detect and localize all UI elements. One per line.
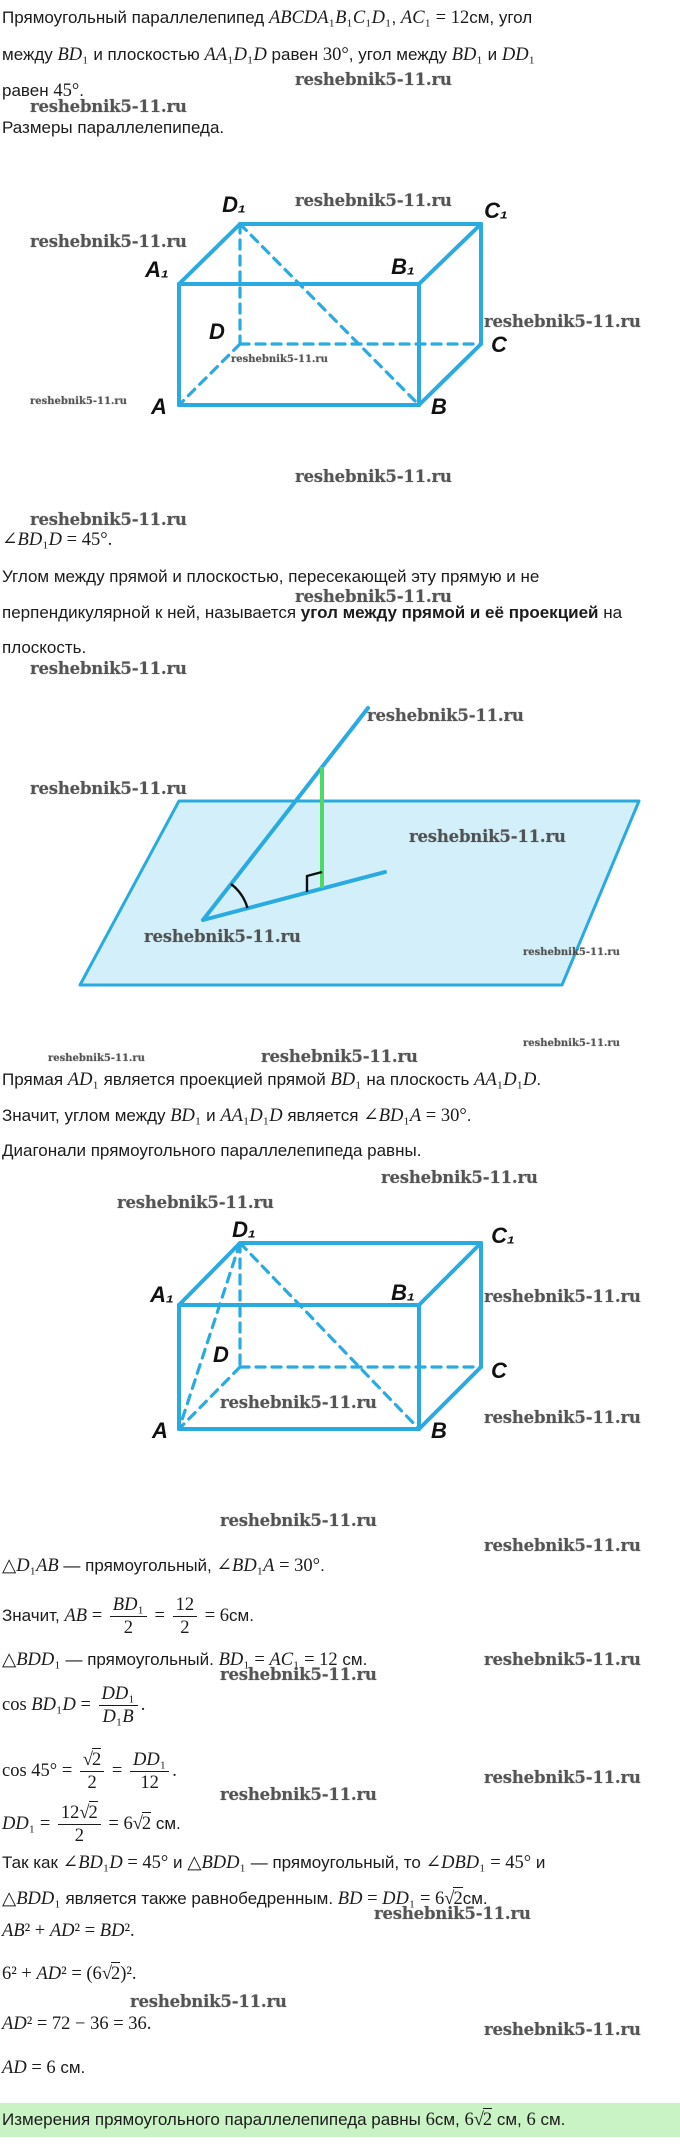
watermark-text: reshebnik5-11.ru	[484, 2020, 641, 2039]
watermark-text: reshebnik5-11.ru	[295, 70, 452, 89]
math-variable: B	[16, 1650, 28, 1670]
math-variable: D	[349, 1889, 363, 1909]
fraction	[130, 1750, 169, 1793]
math-expression: ∠BD₁A = 30°	[216, 1556, 321, 1576]
math-variable: C	[291, 8, 304, 28]
text-run: равен	[2, 81, 54, 100]
watermark-text: reshebnik5-11.ru	[220, 1785, 377, 1804]
math-variable: A	[67, 1070, 80, 1090]
math-variable: B	[201, 1853, 213, 1873]
math-variable: D	[27, 1650, 41, 1670]
math-variable: D	[68, 45, 83, 65]
vertex-label-d: D	[213, 1342, 229, 1367]
fraction-numerator: 12√2	[58, 1803, 101, 1825]
math-variable: D	[515, 45, 529, 65]
math-expression: AB =	[64, 1605, 107, 1626]
text-run: см, угол	[469, 8, 533, 27]
text-run: между	[2, 45, 58, 64]
text-run: Значит,	[2, 1605, 65, 1625]
solution-line-ad	[2, 2056, 85, 2080]
math-variable: A	[317, 8, 329, 28]
watermark-text: reshebnik5-11.ru	[484, 1650, 641, 1669]
radicand: 2	[92, 1750, 102, 1770]
math-expression: .	[140, 1694, 146, 1715]
math-variable: B	[218, 1650, 230, 1670]
math-variable: A	[220, 1106, 232, 1126]
text-run: см,	[492, 2110, 527, 2129]
edge-c-b	[419, 1367, 481, 1429]
math-variable: D	[132, 1750, 147, 1770]
math-variable: B	[122, 1707, 134, 1727]
answer-highlight	[0, 2103, 680, 2137]
vertex-label-a: A	[151, 394, 167, 419]
math-variable: D	[441, 1853, 455, 1873]
math-variable: B	[454, 1853, 466, 1873]
text-run: и	[482, 45, 502, 64]
definition-line-1	[2, 565, 539, 589]
solution-line-diagonals	[2, 1139, 421, 1163]
text-run: и	[168, 1853, 188, 1872]
fraction-denominator: D₁B	[102, 1707, 134, 1727]
text-run: Измерения прямоугольного параллелепипеда равны	[2, 2110, 426, 2129]
vertex-label-c: C	[491, 1358, 507, 1383]
radicand: 2	[482, 2110, 493, 2130]
math-variable: D	[463, 45, 477, 65]
watermark-text: reshebnik5-11.ru	[484, 1287, 641, 1306]
math-expression: 6	[425, 2110, 435, 2130]
text-run: равен	[266, 45, 323, 64]
watermark-text: reshebnik5-11.ru	[117, 1193, 274, 1212]
text-run: см.	[229, 1605, 254, 1625]
text-run: и	[531, 1853, 546, 1872]
math-variable: B	[78, 1853, 90, 1873]
math-expression: 6	[526, 2110, 536, 2130]
math-variable: D	[28, 530, 43, 550]
vertex-label-c: C	[491, 332, 507, 357]
text-run: Прямая	[2, 1070, 68, 1089]
fraction	[99, 1684, 138, 1727]
math-variable: D	[27, 1889, 41, 1909]
fraction-denominator: 2	[87, 1773, 97, 1793]
fraction-denominator: 2	[74, 1826, 84, 1846]
math-variable: C	[352, 8, 366, 28]
watermark-text: reshebnik5-11.ru	[409, 827, 566, 846]
math-expression: DD₁ =	[2, 1813, 55, 1834]
text-run: .	[79, 81, 84, 100]
definition-line-3	[2, 636, 86, 660]
math-variable: D	[111, 1921, 125, 1941]
figure-caption	[2, 116, 224, 140]
math-variable: A	[2, 2058, 14, 2078]
math-variable: B	[378, 1106, 391, 1126]
math-variable: D	[114, 1684, 129, 1704]
watermark-text: reshebnik5-11.ru	[220, 1511, 377, 1530]
diagonal-d1-b	[240, 224, 419, 405]
watermark-text: reshebnik5-11.ru	[220, 1393, 377, 1412]
vertex-label-b: B	[431, 394, 447, 419]
text-run: см.	[55, 2058, 86, 2077]
math-variable: A	[400, 8, 413, 28]
math-variable: A	[2, 1921, 14, 1941]
math-expression: 30°	[322, 45, 349, 65]
text-run: см.	[151, 1813, 181, 1833]
math-variable: D	[109, 1853, 123, 1873]
text-run: является проекцией прямой	[98, 1070, 331, 1089]
fraction-denominator: 2	[123, 1618, 133, 1638]
watermark-text: reshebnik5-11.ru	[48, 1053, 145, 1064]
math-variable: B	[57, 45, 69, 65]
edge-c1-b1	[419, 1243, 481, 1305]
math-variable: B	[330, 1070, 342, 1090]
text-run: Значит, углом между	[2, 1106, 171, 1125]
math-variable: D	[233, 45, 247, 65]
math-variable: D	[102, 1707, 116, 1727]
watermark-text: reshebnik5-11.ru	[484, 1768, 641, 1787]
vertex-label-c1: C₁	[491, 1223, 515, 1248]
solution-line-ab	[2, 1595, 254, 1638]
watermark-text: reshebnik5-11.ru	[295, 191, 452, 210]
math-variable: B	[17, 530, 29, 550]
math-variable: B	[280, 8, 292, 28]
math-variable: D	[13, 2058, 27, 2078]
watermark-text: reshebnik5-11.ru	[30, 659, 187, 678]
text-run: Размеры параллелепипеда.	[2, 118, 225, 137]
math-expression: AA₁D₁D	[220, 1106, 283, 1126]
math-expression: .	[172, 1760, 177, 1781]
text-run: см,	[434, 2110, 465, 2129]
text-run: Прямоугольный параллелепипед	[2, 8, 269, 27]
math-variable: D	[16, 1556, 30, 1576]
math-variable: D	[229, 1650, 244, 1670]
text-run: , угол между	[348, 45, 452, 64]
math-variable: A	[263, 1556, 275, 1576]
math-variable: A	[215, 45, 228, 65]
math-variable: D	[62, 1694, 76, 1715]
math-variable: C	[412, 8, 425, 28]
text-run: Так как	[2, 1853, 63, 1872]
math-variable: B	[13, 1921, 25, 1941]
math-variable: D	[523, 1070, 537, 1090]
text-run: — прямоугольный.	[60, 1650, 219, 1669]
vertex-label-b1: B₁	[391, 1280, 415, 1305]
math-variable: A	[485, 1070, 497, 1090]
figure-parallelepiped-dimensions	[144, 192, 508, 419]
solution-line-cos-formula	[2, 1684, 145, 1727]
fraction-numerator: DD₁	[130, 1750, 169, 1772]
math-variable: D	[40, 1889, 55, 1909]
math-variable: D	[303, 8, 318, 28]
math-variable: D	[47, 1964, 62, 1984]
math-expression: DD₁	[501, 45, 536, 65]
math-variable: D	[253, 45, 267, 65]
text-run: .	[536, 1070, 542, 1089]
vertex-label-d1: D₁	[222, 192, 246, 217]
watermark-text: reshebnik5-11.ru	[484, 1408, 641, 1427]
math-variable: D	[146, 1750, 160, 1770]
text-run: — прямоугольный, то	[246, 1853, 426, 1872]
math-variable: D	[371, 8, 385, 28]
math-expression: 6√2	[464, 2110, 493, 2130]
fraction-numerator: BD₁	[110, 1595, 147, 1617]
edge-c-b	[419, 344, 481, 405]
math-expression: cos BD₁D =	[2, 1694, 96, 1715]
text-run: см.	[462, 1889, 488, 1908]
math-variable: B	[99, 1921, 112, 1941]
math-expression: = 6√2	[103, 1813, 152, 1834]
math-variable: A	[64, 1605, 76, 1626]
math-variable: D	[249, 1106, 263, 1126]
math-variable: A	[409, 1106, 422, 1126]
fraction	[173, 1595, 198, 1638]
solution-line-angle	[2, 1104, 472, 1128]
math-variable: D	[124, 1595, 138, 1615]
math-variable: B	[47, 1556, 59, 1576]
math-variable: D	[42, 1694, 56, 1715]
watermark-text: reshebnik5-11.ru	[523, 947, 620, 958]
math-variable: A	[49, 1921, 62, 1941]
math-variable: B	[31, 1694, 43, 1715]
math-expression: ∠BD₁D = 45°.	[2, 530, 113, 550]
watermark-text: reshebnik5-11.ru	[220, 1665, 377, 1684]
text-run: .	[466, 1106, 472, 1125]
math-expression: BD₁	[170, 1106, 202, 1126]
math-variable: D	[390, 1106, 404, 1126]
text-run: Углом между прямой и плоскостью, пересекающей эту прямую и не	[2, 567, 540, 586]
watermark-text: reshebnik5-11.ru	[231, 354, 328, 365]
math-variable: B	[112, 1595, 125, 1615]
vertex-label-b: B	[431, 1418, 447, 1443]
given-angle-line	[2, 528, 112, 552]
math-expression: AB² + AD² = BD².	[2, 1921, 135, 1941]
radicand: 2	[453, 1889, 463, 1909]
math-variable: D	[243, 1556, 257, 1576]
watermark-text: reshebnik5-11.ru	[30, 232, 187, 251]
text-run: и	[201, 1106, 221, 1125]
math-expression: △BDD₁	[187, 1853, 246, 1873]
math-variable: A	[268, 8, 281, 28]
text-run: на плоскость	[361, 1070, 475, 1089]
math-variable: B	[232, 1556, 244, 1576]
solution-line-isosceles-1	[2, 1851, 545, 1875]
math-variable: A	[474, 1070, 486, 1090]
text-run: на	[598, 603, 623, 622]
text-run: и плоскостью	[88, 45, 205, 64]
vertex-label-d1: D₁	[232, 1217, 256, 1242]
math-expression: BD = DD₁ = 6√2	[337, 1889, 463, 1909]
text-run: является	[282, 1106, 364, 1125]
math-expression: BD₁	[57, 45, 89, 65]
math-expression: BD₁ = AC₁ = 12	[218, 1650, 338, 1670]
math-variable: D	[48, 530, 63, 550]
math-variable: D	[212, 1853, 227, 1873]
solution-line-dd1	[2, 1803, 181, 1846]
fraction-denominator: 2	[180, 1618, 190, 1638]
watermark-text: reshebnik5-11.ru	[30, 779, 187, 798]
math-expression: BD₁	[451, 45, 483, 65]
math-variable: D	[341, 1070, 356, 1090]
math-variable: D	[61, 1921, 75, 1941]
math-variable: B	[16, 1889, 28, 1909]
radicand: 2	[110, 1964, 121, 1984]
watermark-text: reshebnik5-11.ru	[30, 396, 127, 407]
math-variable: A	[2, 2014, 14, 2034]
math-variable: D	[40, 1650, 55, 1670]
math-function: cos	[2, 1694, 27, 1715]
text-run: — прямоугольный,	[58, 1556, 217, 1575]
math-variable: B	[451, 45, 464, 65]
math-variable: D	[395, 1889, 409, 1909]
text-run: см.	[535, 2110, 566, 2129]
watermark-text: reshebnik5-11.ru	[261, 1047, 418, 1066]
math-variable: D	[465, 1853, 480, 1873]
watermark-text: reshebnik5-11.ru	[367, 706, 524, 725]
math-variable: D	[79, 1070, 93, 1090]
math-expression: ∠BD₁A = 30°	[363, 1106, 467, 1126]
math-variable: B	[170, 1106, 182, 1126]
math-expression: AD₁	[67, 1070, 99, 1090]
math-variable: D	[15, 1813, 29, 1834]
math-expression: BD₁	[330, 1070, 362, 1090]
text-run: ,	[391, 8, 401, 27]
fraction-numerator: √2	[80, 1750, 104, 1772]
math-variable: A	[36, 1556, 48, 1576]
fraction-numerator: DD₁	[99, 1684, 138, 1706]
vertex-label-a1: A₁	[150, 1282, 174, 1307]
math-expression: =	[107, 1760, 127, 1781]
math-expression: △BDD₁	[2, 1650, 61, 1670]
text-run: см.	[337, 1650, 368, 1669]
math-variable: D	[503, 1070, 517, 1090]
math-expression: △D₁AB	[2, 1556, 59, 1576]
math-variable: D	[382, 1889, 396, 1909]
watermark-text: reshebnik5-11.ru	[523, 1038, 620, 1049]
math-variable: D	[89, 1853, 103, 1873]
fraction	[80, 1750, 104, 1793]
math-expression: AC₁ = 12	[400, 8, 470, 28]
math-variable: D	[269, 1106, 283, 1126]
text-run: .	[320, 1556, 325, 1575]
math-expression: △BDD₁	[2, 1889, 61, 1909]
watermark-text: reshebnik5-11.ru	[295, 587, 452, 606]
text-run: перпендикулярной к ней, называется	[2, 603, 301, 622]
math-variable: D	[13, 2014, 27, 2034]
math-variable: A	[269, 1650, 281, 1670]
math-function: cos	[2, 1760, 27, 1781]
math-variable: B	[75, 1605, 88, 1626]
edge-d1-a1	[179, 224, 240, 284]
watermark-text: reshebnik5-11.ru	[30, 97, 187, 116]
vertex-label-d: D	[209, 319, 225, 344]
text-run: является также равнобедренным.	[60, 1889, 338, 1908]
math-expression: AA₁D₁D	[474, 1070, 537, 1090]
math-variable: A	[231, 1106, 243, 1126]
vertex-label-a1: A₁	[145, 257, 169, 282]
text-run: Диагонали прямоугольного параллелепипеда равны.	[2, 1141, 422, 1160]
watermark-text: reshebnik5-11.ru	[484, 1536, 641, 1555]
solution-line-ad-squared	[2, 2012, 151, 2036]
solution-line-pythagoras	[2, 1919, 135, 1943]
vertex-label-a: A	[152, 1418, 168, 1443]
radicand: 2	[141, 1813, 152, 1834]
math-variable: D	[181, 1106, 195, 1126]
math-expression: =	[149, 1605, 170, 1626]
edge-c1-b1	[419, 224, 481, 284]
math-variable: A	[204, 45, 216, 65]
problem-statement-line-1	[2, 6, 532, 30]
math-expression: ABCDA₁B₁C₁D₁	[268, 8, 392, 28]
fraction-numerator: 12	[173, 1595, 198, 1617]
fraction-denominator: 12	[140, 1773, 159, 1793]
solution-line-cos-45	[2, 1750, 177, 1793]
math-expression: AD² = 72 − 36 = 36.	[2, 2014, 152, 2034]
watermark-text: reshebnik5-11.ru	[30, 510, 187, 529]
math-variable: D	[226, 1853, 240, 1873]
watermark-text: reshebnik5-11.ru	[381, 1168, 538, 1187]
math-variable: B	[337, 1889, 350, 1909]
math-expression: ∠BD₁D = 45°	[62, 1853, 169, 1873]
watermark-text: reshebnik5-11.ru	[295, 467, 452, 486]
math-expression: 45°	[53, 81, 80, 101]
bold-term: угол между прямой и её проекцией	[300, 603, 599, 622]
math-variable: C	[280, 1650, 294, 1670]
math-expression: 6² + AD² = (6√2)².	[2, 1964, 137, 1984]
math-variable: B	[335, 8, 347, 28]
fraction	[58, 1803, 101, 1846]
solution-line-triangle-d1ab	[2, 1554, 325, 1578]
vertex-label-c1: C₁	[484, 198, 508, 223]
math-expression: = 6	[200, 1605, 230, 1626]
fraction	[110, 1595, 147, 1638]
text-run: плоскость.	[2, 638, 87, 657]
radicand: 2	[88, 1803, 98, 1823]
math-variable: A	[36, 1964, 48, 1984]
watermark-text: reshebnik5-11.ru	[484, 312, 641, 331]
math-expression: AD = 6	[2, 2058, 56, 2078]
solution-line-substitution	[2, 1962, 137, 1986]
watermark-text: reshebnik5-11.ru	[374, 1904, 531, 1923]
watermark-text: reshebnik5-11.ru	[130, 1992, 287, 2011]
watermark-text: reshebnik5-11.ru	[144, 927, 301, 946]
solution-line-projection	[2, 1068, 541, 1092]
problem-statement-line-2	[2, 43, 535, 67]
math-variable: D	[101, 1684, 115, 1704]
math-expression: ∠DBD₁ = 45°	[425, 1853, 532, 1873]
vertex-label-b1: B₁	[391, 254, 415, 279]
math-expression: AA₁D₁D	[204, 45, 267, 65]
math-variable: D	[501, 45, 516, 65]
math-expression: cos 45° =	[2, 1760, 77, 1781]
math-variable: D	[2, 1813, 16, 1834]
